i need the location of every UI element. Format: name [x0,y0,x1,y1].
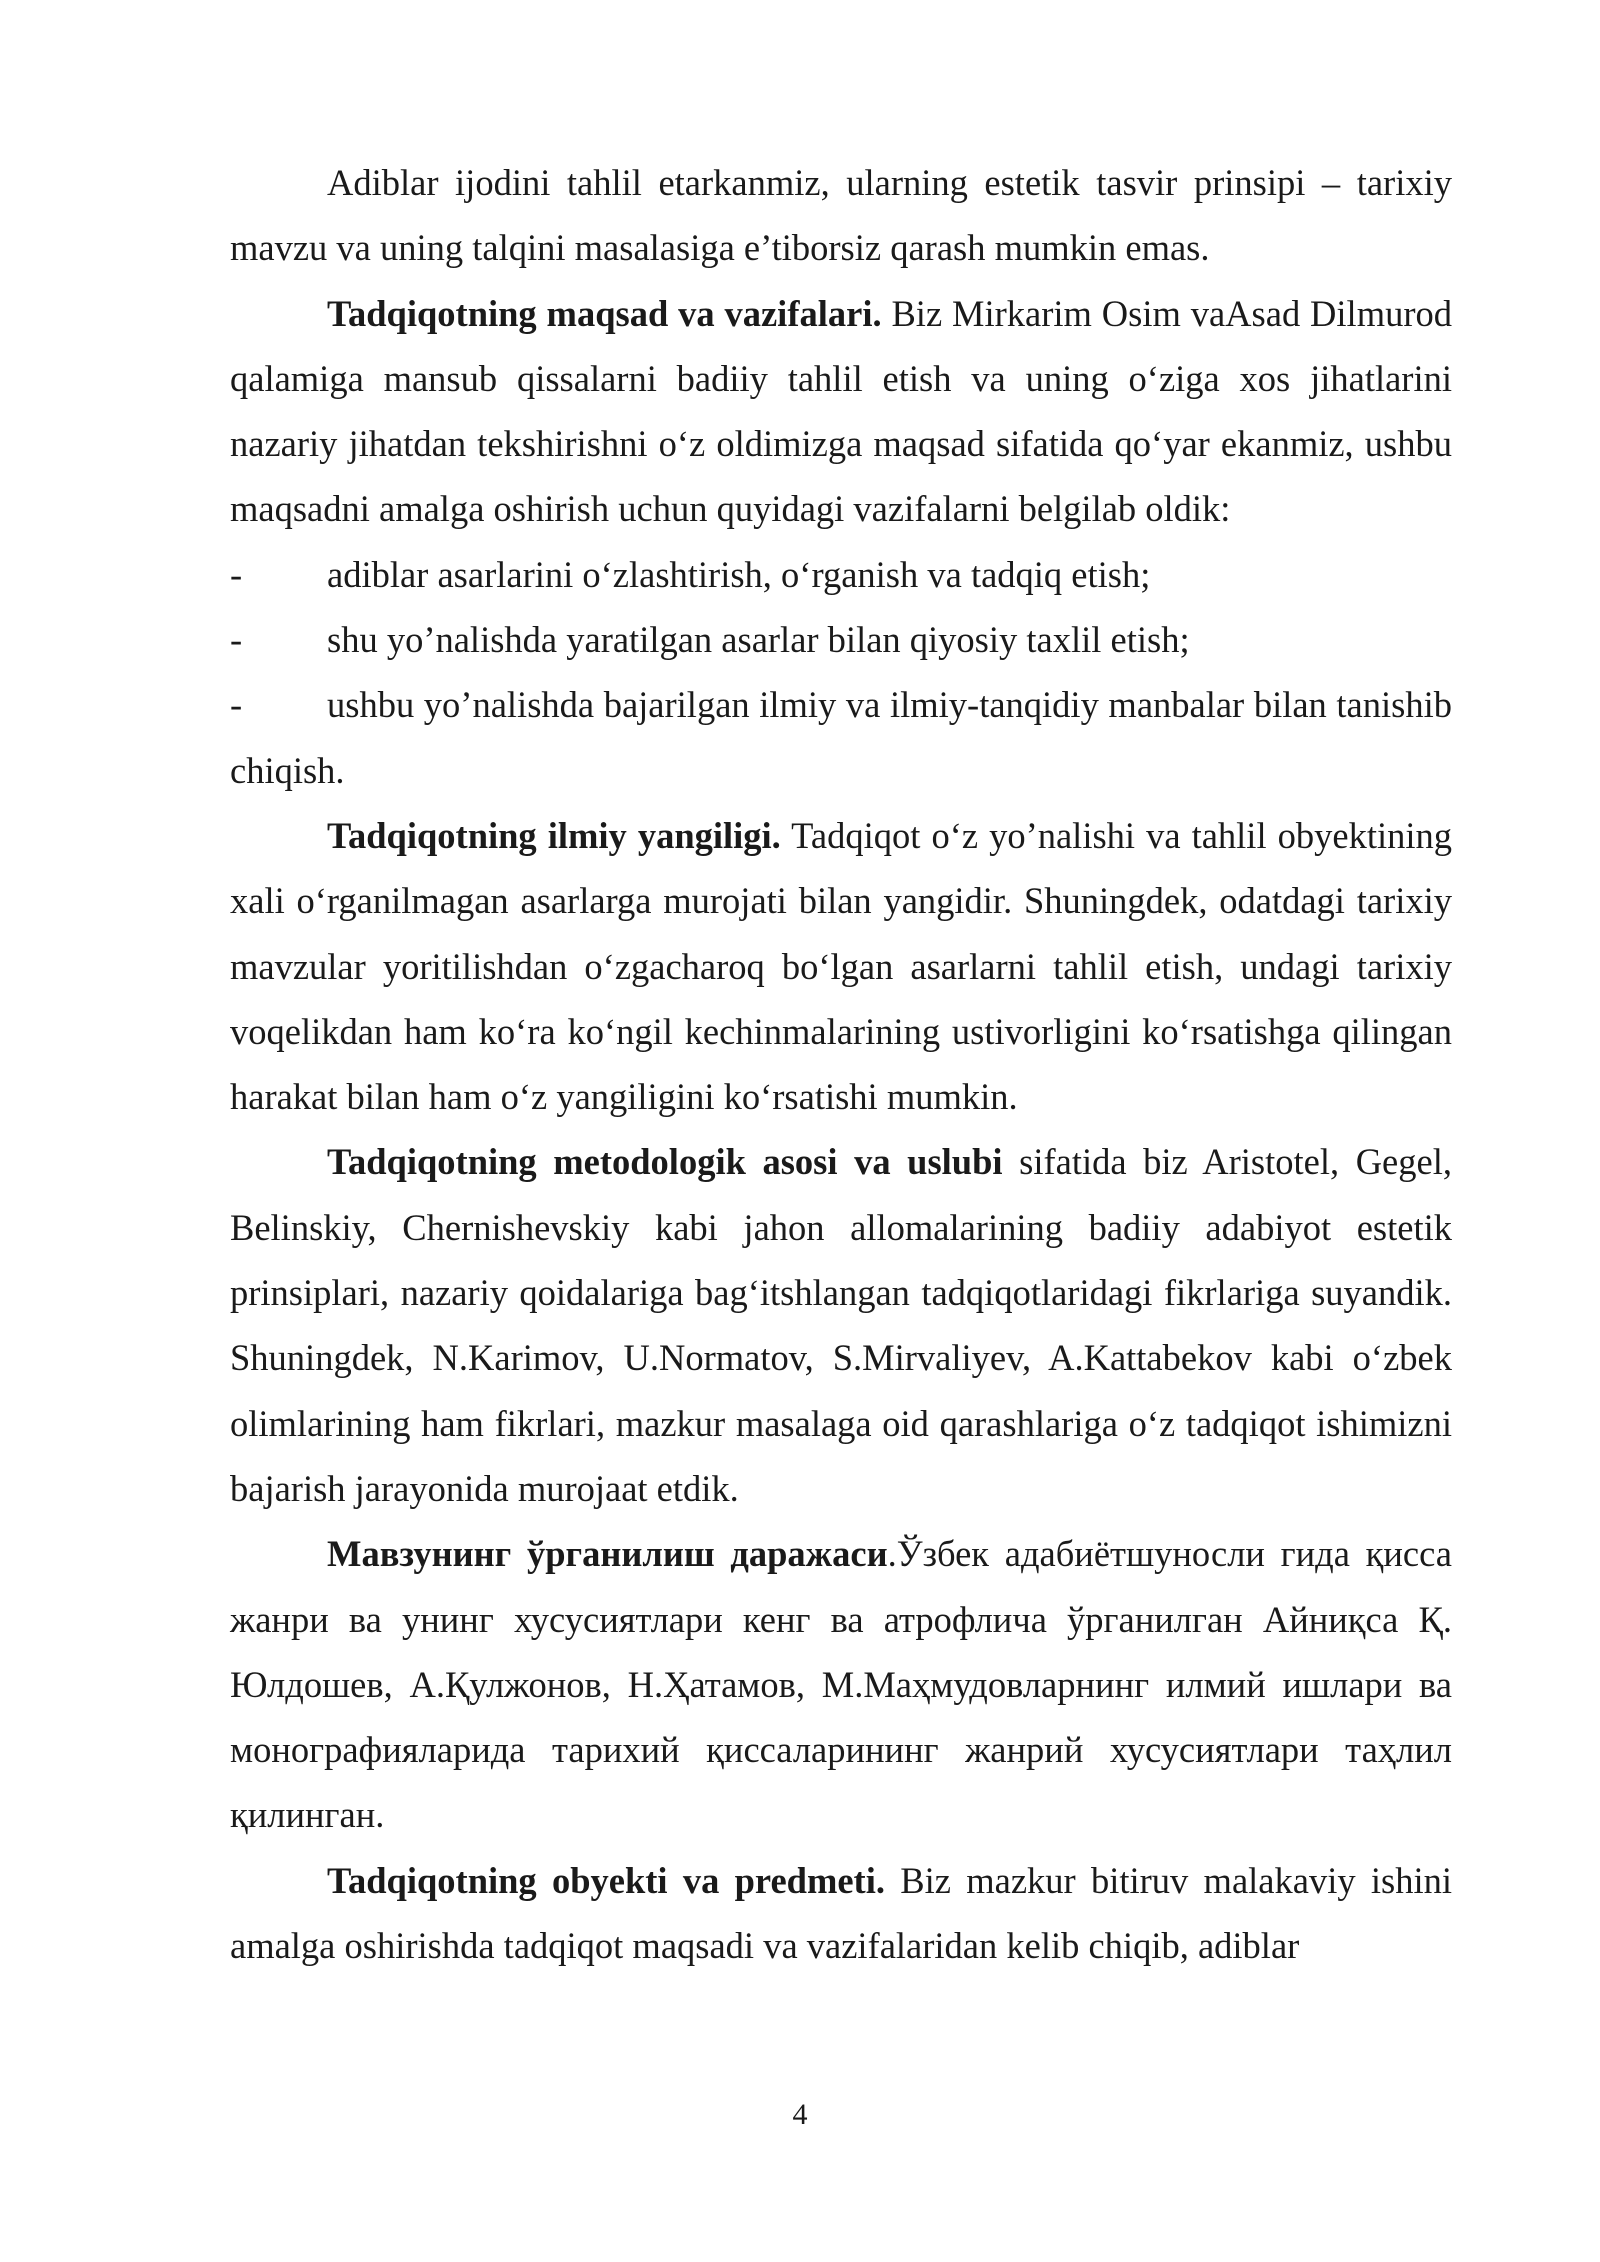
paragraph-methodology-text: sifatida biz Aristotel, Gegel, Belinskiy, Chernishevskiy kabi jahon allomalarining badiiy adabiyot estetik prinsiplari, nazariy qoidalariga bag‘itshlangan tadqiqotlaridagi fikrlariga suyandik. Shuningdek, N.Karimov, U.Normatov, S.Mirvaliyev, A.Kattabekov kabi o‘zbek olimlarining ham fikrlari, mazkur masalaga oid qarashlariga o‘z tadqiqot ishimizni bajarish jarayonida murojaat etdik. [230,1141,1452,1509]
list-dash: - [230,684,243,726]
paragraph-goals-text: Biz Mirkarim Osim vaAsad Dilmurod qalamiga mansub qissalarni badiiy tahlil etish va uning o‘ziga xos jihatlarini nazariy jihatdan tekshirishni o‘z oldimizga maqsad sifatida qo‘yar ekanmiz, ushbu maqsadni amalga oshirish uchun quyidagi vazifalarni belgilab oldik: [230,292,1452,530]
paragraph-study-level-text: .Ўзбек адабиётшуносли гида қисса жанри ва унинг хусусиятлари кенг ва атрофлича ўрганилган Айниқса Қ. Юлдошев, А.Қулжонов, Н.Ҳатамов, М.Маҳмудовларнинг илмий ишлари ва монографияларида тарихий қиссаларининг жанрий хусусиятлари таҳлил қилинган. [230,1533,1452,1836]
heading-study-level: Мавзунинг ўрганилиш даражаси [327,1533,888,1575]
paragraph-study-level [230,1521,1452,1847]
paragraph-goals [230,281,1452,542]
paragraph-intro [230,150,1452,281]
list-dash: - [230,619,243,661]
paragraph-novelty [230,803,1452,1129]
list-item [230,607,1452,672]
paragraph-novelty-text: Tadqiqot o‘z yo’nalishi va tahlil obyektining xali o‘rganilmagan asarlarga murojati bilan yangidir. Shuningdek, odatdagi tarixiy mavzular yoritilishdan o‘zgacharoq bo‘lgan asarlarni tahlil etish, undagi tarixiy voqelikdan ham ko‘ra ko‘ngil kechinmalarining ustivorligini ko‘rsatishga qilingan harakat bilan ham o‘z yangiligini ko‘rsatishi mumkin. [230,814,1452,1118]
page-number: 4 [792,2098,808,2131]
paragraph-object-text: Biz mazkur bitiruv malakaviy ishini amalga oshirishda tadqiqot maqsadi va vazifalaridan kelib chiqib, adiblar [230,1859,1452,1967]
list-item-text: ushbu yo’nalishda bajarilgan ilmiy va ilmiy-tanqidiy manbalar bilan tanishib chiqish. [230,684,1452,791]
list-item-text: shu yo’nalishda yaratilgan asarlar bilan qiyosiy taxlil etish; [327,619,1190,661]
paragraph-object [230,1848,1452,1979]
heading-object: Tadqiqotning obyekti va predmeti. [327,1859,885,1901]
heading-methodology: Tadqiqotning metodologik asosi va uslubi [327,1141,1003,1183]
paragraph-methodology [230,1129,1452,1521]
heading-novelty: Tadqiqotning ilmiy yangiligi. [327,814,781,856]
document-page [230,150,1452,1978]
list-dash: - [230,553,243,595]
list-item [230,542,1452,607]
paragraph-intro-text: Adiblar ijodini tahlil etarkanmiz, ularning estetik tasvir prinsipi – tarixiy mavzu va uning talqini masalasiga e’tiborsiz qarash mumkin emas. [230,162,1452,269]
list-item-text: adiblar asarlarini o‘zlashtirish, o‘rganish va tadqiq etish; [327,553,1151,595]
heading-goals: Tadqiqotning maqsad va vazifalari. [327,292,882,334]
list-item [230,672,1452,803]
